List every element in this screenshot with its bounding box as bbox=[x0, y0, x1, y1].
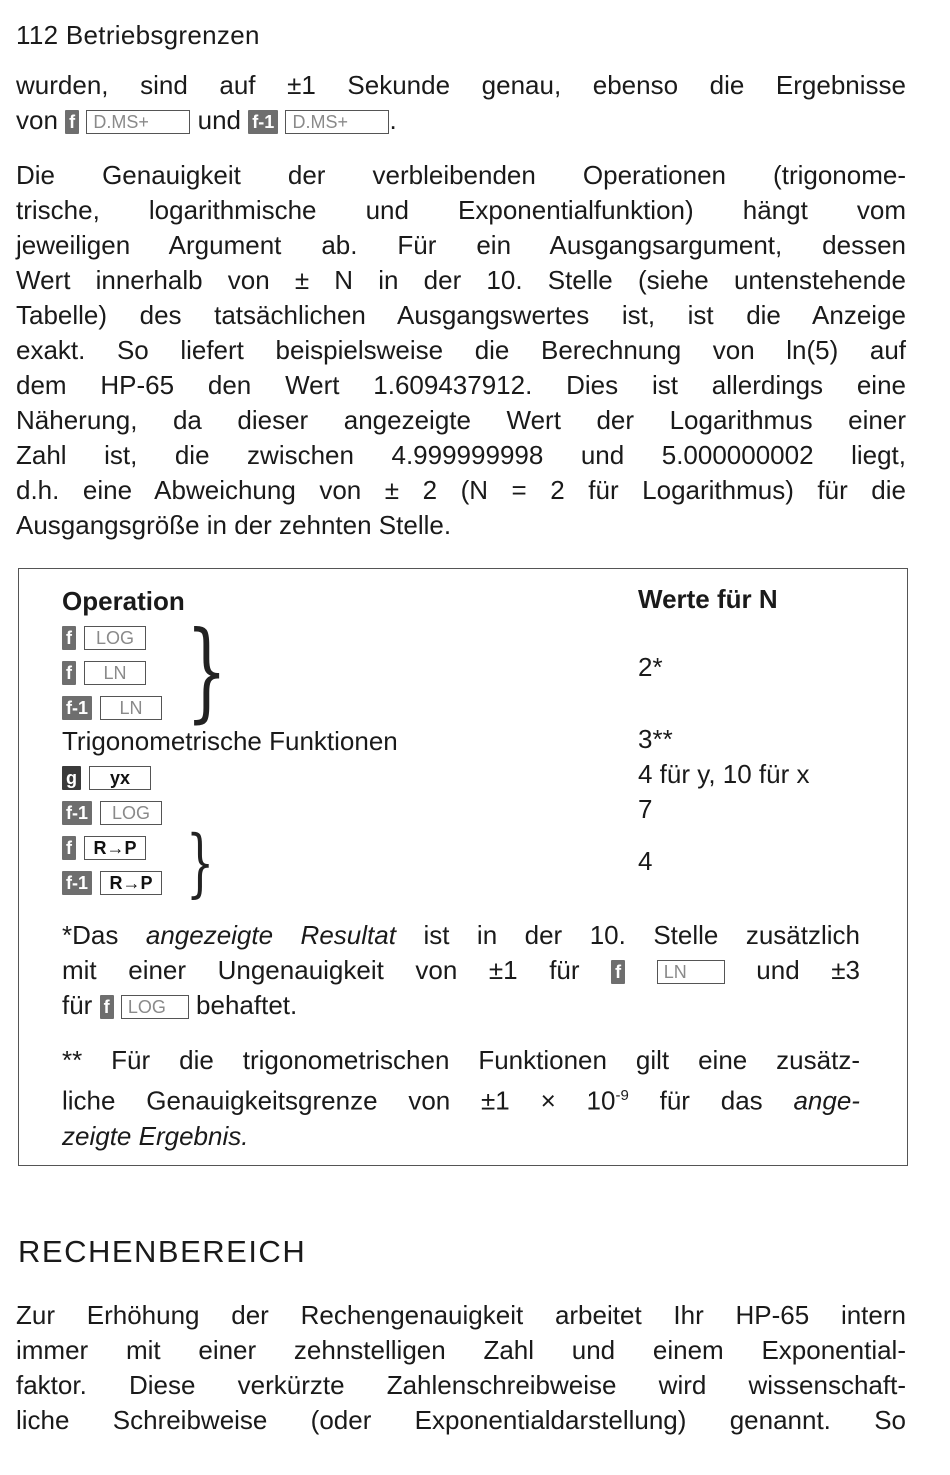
f-key: f bbox=[62, 836, 76, 860]
footnote-2: ** Für die trigonometrischen Funktionen gilt eine zusätz- liche Genauigkeitsgrenze von $\pm 1 \times 10^{-9}$ für das ange- zeigte Ergebnis. bbox=[62, 1045, 860, 1151]
trig-functions-label: Trigonometrische Funktionen bbox=[62, 726, 398, 756]
g-key: g bbox=[62, 766, 81, 790]
values-column-header: Werte für N bbox=[638, 584, 778, 614]
value-log-group: 2* bbox=[638, 652, 663, 682]
row-finv-log bbox=[62, 798, 162, 828]
y-power-x-key: yx bbox=[89, 766, 151, 790]
paragraph-line: immer mit einer zehnstelligen Zahl und einem Exponential- bbox=[16, 1335, 906, 1365]
paragraph-line: Zur Erhöhung der Rechengenauigkeit arbeitet Ihr HP-65 intern bbox=[16, 1300, 906, 1330]
f-key: f bbox=[100, 995, 114, 1019]
section-paragraph bbox=[16, 1298, 906, 1438]
ln-key: LN bbox=[100, 696, 162, 720]
f-inverse-key: f-1 bbox=[248, 110, 278, 134]
paragraph-line: trische, logarithmische und Exponentialfunktion) hängt vom bbox=[16, 195, 906, 225]
paragraph-line: dem HP-65 den Wert 1.609437912. Dies ist allerdings eine bbox=[16, 370, 906, 400]
row-f-log bbox=[62, 623, 146, 653]
row-f-ln bbox=[62, 658, 146, 688]
paragraph-line: Näherung, da dieser angezeigte Wert der Logarithmus einer bbox=[16, 405, 906, 435]
section-title: RECHENBEREICH bbox=[18, 1234, 307, 1269]
ln-key: LN bbox=[657, 960, 725, 984]
operation-column-header: Operation bbox=[62, 586, 185, 616]
paragraph-line: Ausgangsgröße in der zehnten Stelle. bbox=[16, 510, 452, 540]
footnote-1: *Das angezeigte Resultat ist in der 10. Stelle zusätzlich mit einer Ungenauigkeit von ±1 für f LN und ±3 für f LOG behaftet. bbox=[62, 920, 860, 1020]
brace-icon: } bbox=[186, 609, 228, 734]
dms-plus-key: D.MS+ bbox=[86, 110, 190, 134]
accuracy-paragraph bbox=[16, 158, 906, 543]
intro-line-1: wurden, sind auf ±1 Sekunde genau, ebenso die Ergebnisse bbox=[16, 70, 906, 100]
log-key: LOG bbox=[84, 626, 146, 650]
f-inverse-key: f-1 bbox=[62, 801, 92, 825]
f-inverse-key: f-1 bbox=[62, 871, 92, 895]
value-trig: 3** bbox=[638, 724, 673, 754]
paragraph-line: Tabelle) des tatsächlichen Ausgangswertes ist, ist die Anzeige bbox=[16, 300, 906, 330]
r-to-p-key: R→P bbox=[84, 836, 146, 860]
r-to-p-key: R→P bbox=[100, 871, 162, 895]
page-header bbox=[16, 20, 260, 51]
dms-plus-key: D.MS+ bbox=[285, 110, 389, 134]
value-yx: 4 für y, 10 für x bbox=[638, 759, 810, 789]
paragraph-line: exakt. So liefert beispielsweise die Berechnung von ln(5) auf bbox=[16, 335, 906, 365]
brace-icon: } bbox=[186, 820, 215, 906]
log-key: LOG bbox=[100, 801, 162, 825]
paragraph-line: Die Genauigkeit der verbleibenden Operationen (trigonome- bbox=[16, 160, 906, 190]
paragraph-line: liche Schreibweise (oder Exponentialdarstellung) genannt. So bbox=[16, 1405, 906, 1435]
log-key: LOG bbox=[121, 995, 189, 1019]
f-key: f bbox=[62, 661, 76, 685]
row-finv-rp bbox=[62, 868, 162, 898]
page-title: Betriebsgrenzen bbox=[65, 20, 260, 50]
ln-key: LN bbox=[84, 661, 146, 685]
f-key: f bbox=[65, 110, 79, 134]
f-key: f bbox=[611, 960, 625, 984]
paragraph-line: jeweiligen Argument ab. Für ein Ausgangsargument, dessen bbox=[16, 230, 906, 260]
paragraph-line: Zahl ist, die zwischen 4.999999998 und 5.000000002 liegt, bbox=[16, 440, 906, 470]
paragraph-line: d.h. eine Abweichung von ± 2 (N = 2 für Logarithmus) für die bbox=[16, 475, 906, 505]
paragraph-line: Wert innerhalb von ± N in der 10. Stelle (siehe untenstehende bbox=[16, 265, 906, 295]
f-inverse-key: f-1 bbox=[62, 696, 92, 720]
intro-line-2: von f D.MS+ und f-1 D.MS+ . bbox=[16, 105, 397, 135]
intro-paragraph bbox=[16, 68, 906, 138]
row-finv-ln bbox=[62, 693, 162, 723]
value-finv-log: 7 bbox=[638, 794, 653, 824]
f-key: f bbox=[62, 626, 76, 650]
row-g-yx bbox=[62, 763, 151, 793]
page-number: 112 bbox=[16, 20, 59, 50]
value-rp-group: 4 bbox=[638, 846, 653, 876]
row-f-rp bbox=[62, 833, 146, 863]
paragraph-line: faktor. Diese verkürzte Zahlenschreibweise wird wissenschaft- bbox=[16, 1370, 906, 1400]
